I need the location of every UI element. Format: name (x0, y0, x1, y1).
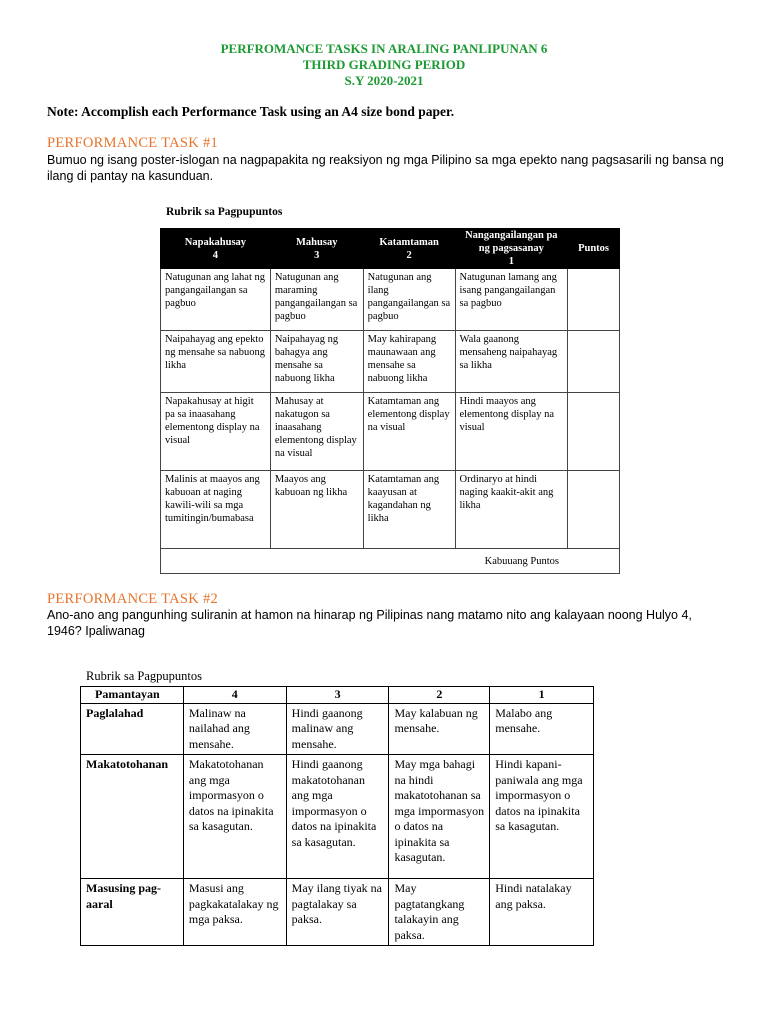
task2-title: PERFORMANCE TASK #2 (47, 591, 219, 607)
table-cell (568, 331, 620, 393)
table-cell: May kahirapang maunawaan ang mensahe sa nabuong likha (363, 331, 455, 393)
table-cell: Mahusay at nakatugon sa inaasahang elementong display na visual (270, 393, 363, 471)
task1-rubric-caption: Rubrik sa Pagpupuntos (166, 206, 283, 218)
task1-title: PERFORMANCE TASK #1 (47, 135, 219, 151)
table-cell (568, 393, 620, 471)
table-cell: Maayos ang kabuoan ng likha (270, 471, 363, 549)
header-cell: 4 (183, 687, 286, 704)
header-cell: Mahusay 3 (270, 229, 363, 269)
table-cell: Napakahusay at higit pa sa inaasahang elementong display na visual (161, 393, 271, 471)
table-cell: Natugunan ang maraming pangangailangan sa pagbuo (270, 269, 363, 331)
table-total-row (161, 549, 620, 574)
header-cell: 1 (490, 687, 594, 704)
table-row (161, 393, 620, 471)
table-cell: Natugunan ang ilang pangangailangan sa pagbuo (363, 269, 455, 331)
table-cell: Katamtaman ang elementong display na visual (363, 393, 455, 471)
table-cell: Hindi gaanong malinaw ang mensahe. (286, 703, 389, 755)
table-row (81, 703, 594, 755)
table-cell (568, 471, 620, 549)
header-cell: 3 (286, 687, 389, 704)
header-cell: Puntos (568, 229, 620, 269)
table-row (81, 755, 594, 879)
document-header (0, 41, 768, 89)
task1-rubric-table (160, 228, 620, 574)
table-cell: Malabo ang mensahe. (490, 703, 594, 755)
table-cell: Hindi natalakay ang paksa. (490, 879, 594, 946)
table-cell: Ordinaryo at hindi naging kaakit-akit ang likha (455, 471, 568, 549)
total-points-label: Kabuuang Puntos (161, 549, 620, 574)
header-cell: Katamtaman 2 (363, 229, 455, 269)
table-row (81, 879, 594, 946)
task2-description: Ano-ano ang pangunhing suliranin at hamon na hinarap ng Pilipinas nang matamo nito ang kalayaan noong Hulyo 4, 1946? Ipaliwanag (47, 608, 692, 638)
table-cell: Hindi maayos ang elementong display na visual (455, 393, 568, 471)
task2-rubric-caption: Rubrik sa Pagpupuntos (86, 669, 202, 683)
table-cell: Malinis at maayos ang kabuoan at naging kawili-wili sa mga tumitingin/bumabasa (161, 471, 271, 549)
task1-description: Bumuo ng isang poster-islogan na nagpapakita ng reaksiyon ng mga Pilipino sa mga epekto nang pagsasarili ng bansa ng ilang di pantay na kasunduan. (47, 153, 724, 183)
table-cell: Hindi gaanong makatotohanan ang mga impormasyon o datos na ipinakita sa kasagutan. (286, 755, 389, 879)
task2-rubric-table (80, 686, 594, 946)
table-row (161, 331, 620, 393)
header-cell: Napakahusay 4 (161, 229, 271, 269)
table-header-row (161, 229, 620, 269)
table-cell: Makatotohanan ang mga impormasyon o datos na ipinakita sa kasagutan. (183, 755, 286, 879)
header-school-year: S.Y 2020-2021 (344, 73, 424, 88)
table-cell: May ilang tiyak na pagtalakay sa paksa. (286, 879, 389, 946)
header-cell: Nangangailangan pa ng pagsasanay 1 (455, 229, 568, 269)
header-period: THIRD GRADING PERIOD (302, 57, 466, 72)
table-cell: May mga bahagi na hindi makatotohanan sa mga impormasyon o datos na ipinakita sa kasagutan. (389, 755, 490, 879)
table-row (161, 269, 620, 331)
table-cell: May kalabuan ng mensahe. (389, 703, 490, 755)
header-title: PERFROMANCE TASKS IN ARALING PANLIPUNAN 6 (220, 41, 548, 56)
header-cell: Pamantayan (81, 687, 184, 704)
criterion-cell: Paglalahad (81, 703, 184, 755)
table-cell (568, 269, 620, 331)
table-cell: Masusi ang pagkakatalakay ng mga paksa. (183, 879, 286, 946)
criterion-cell: Masusing pag-aaral (81, 879, 184, 946)
table-row (161, 471, 620, 549)
table-cell: May pagtatangkang talakayin ang paksa. (389, 879, 490, 946)
header-cell: 2 (389, 687, 490, 704)
table-cell: Malinaw na nailahad ang mensahe. (183, 703, 286, 755)
table-cell: Wala gaanong mensaheng naipahayag sa likha (455, 331, 568, 393)
table-cell: Natugunan lamang ang isang pangangailangan sa pagbuo (455, 269, 568, 331)
criterion-cell: Makatotohanan (81, 755, 184, 879)
table-header-row (81, 687, 594, 704)
table-cell: Naipahayag ng bahagya ang mensahe sa nabuong likha (270, 331, 363, 393)
table-cell: Katamtaman ang kaayusan at kagandahan ng likha (363, 471, 455, 549)
note: Note: Accomplish each Performance Task using an A4 size bond paper. (47, 104, 455, 119)
table-cell: Natugunan ang lahat ng pangangailangan sa pagbuo (161, 269, 271, 331)
table-cell: Hindi kapani-paniwala ang mga impormasyon o datos na ipinakita sa kasagutan. (490, 755, 594, 879)
table-cell: Naipahayag ang epekto ng mensahe sa nabuong likha (161, 331, 271, 393)
